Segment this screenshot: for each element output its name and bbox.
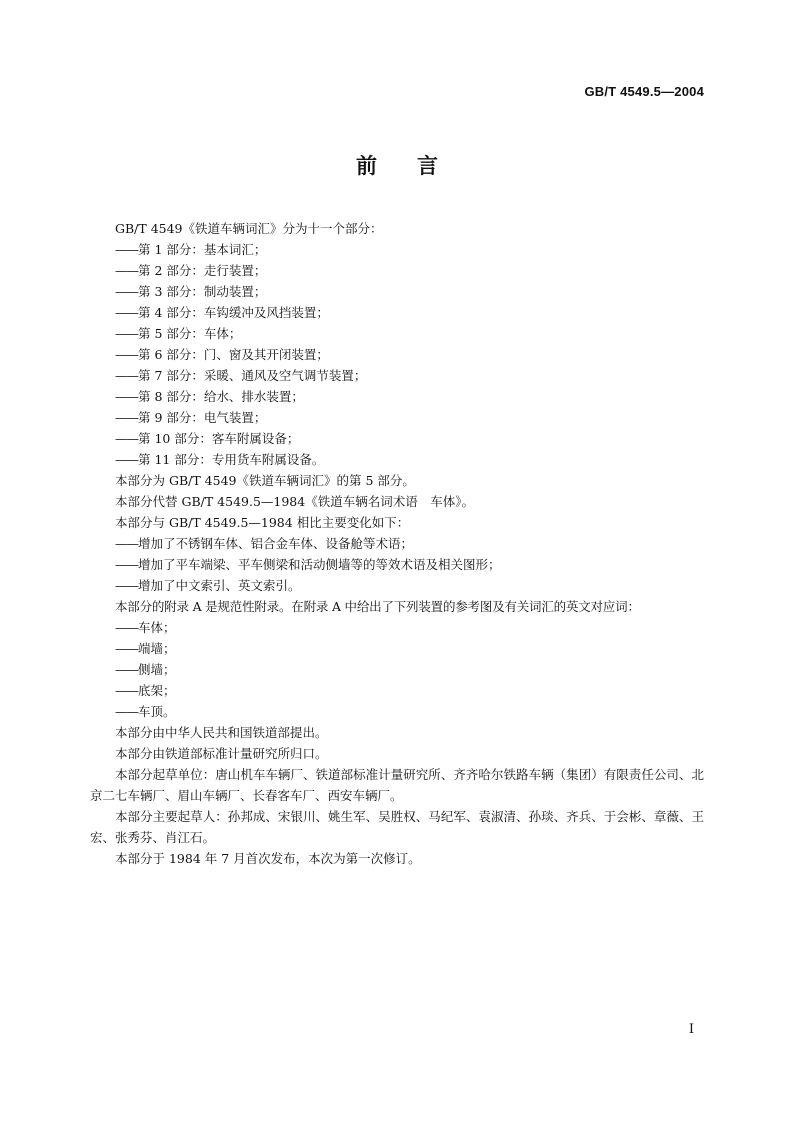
dash-marker: ——: [115, 389, 138, 404]
change-label: 增加了中文索引、英文索引。: [138, 578, 301, 593]
part-label: 第 1 部分：基本词汇；: [138, 242, 267, 257]
dash-marker: ——: [115, 368, 138, 383]
dash-marker: ——: [115, 347, 138, 362]
annex-item-label: 端墙；: [138, 641, 176, 656]
part-label: 第 11 部分：专用货车附属设备。: [138, 452, 325, 467]
dash-marker: ——: [115, 410, 138, 425]
part-label: 第 10 部分：客车附属设备；: [138, 431, 300, 446]
list-item: [90, 554, 704, 575]
list-item: [90, 302, 704, 323]
dash-marker: ——: [115, 704, 138, 719]
list-item: [90, 449, 704, 470]
drafting-units: 本部分起草单位：唐山机车车辆厂、铁道部标准计量研究所、齐齐哈尔铁路车辆（集团）有限责任公司、北京二七车辆厂、眉山车辆厂、长春客车厂、西安车辆厂。: [90, 767, 704, 803]
standard-code: GB/T 4549.5—2004: [584, 84, 704, 99]
annex-item-label: 车顶。: [138, 704, 176, 719]
change-label: 增加了不锈钢车体、铝合金车体、设备舱等术语；: [138, 536, 414, 551]
part-label: 第 8 部分：给水、排水装置；: [138, 389, 304, 404]
part-label: 第 3 部分：制动装置；: [138, 284, 267, 299]
dash-marker: ——: [115, 536, 138, 551]
list-item: [90, 386, 704, 407]
list-item: [90, 638, 704, 659]
part-label: 第 9 部分：电气装置；: [138, 410, 267, 425]
part-label: 第 6 部分：门、窗及其开闭装置；: [138, 347, 329, 362]
list-item: [90, 701, 704, 722]
list-item: [90, 407, 704, 428]
page-title: 前言: [356, 154, 478, 178]
annex-list: [90, 617, 704, 722]
changes-list: [90, 533, 704, 596]
part-statement: 本部分为 GB/T 4549《铁道车辆词汇》的第 5 部分。: [115, 473, 415, 488]
part-label: 第 2 部分：走行装置；: [138, 263, 267, 278]
list-item: [90, 239, 704, 260]
dash-marker: ——: [115, 683, 138, 698]
change-label: 增加了平车端梁、平车侧梁和活动侧墙等的等效术语及相关图形；: [138, 557, 501, 572]
list-item: [90, 533, 704, 554]
list-item: [90, 281, 704, 302]
intro-paragraph: GB/T 4549《铁道车辆词汇》分为十一个部分：: [115, 221, 383, 236]
list-item: [90, 680, 704, 701]
dash-marker: ——: [115, 452, 138, 467]
list-item: [90, 365, 704, 386]
managed-by: 本部分由铁道部标准计量研究所归口。: [115, 746, 328, 761]
dash-marker: ——: [115, 305, 138, 320]
dash-marker: ——: [115, 641, 138, 656]
dash-marker: ——: [115, 557, 138, 572]
annex-item-label: 侧墙；: [138, 662, 176, 677]
part-label: 第 4 部分：车钩缓冲及风挡装置；: [138, 305, 329, 320]
list-item: [90, 575, 704, 596]
annex-item-label: 底架；: [138, 683, 176, 698]
dash-marker: ——: [115, 242, 138, 257]
dash-marker: ——: [115, 662, 138, 677]
dash-marker: ——: [115, 578, 138, 593]
dash-marker: ——: [115, 326, 138, 341]
list-item: [90, 344, 704, 365]
list-item: [90, 659, 704, 680]
release-history: 本部分于 1984 年 7 月首次发布，本次为第一次修订。: [115, 851, 421, 866]
dash-marker: ——: [115, 263, 138, 278]
replaces-statement: 本部分代替 GB/T 4549.5—1984《铁道车辆名词术语 车体》。: [115, 494, 474, 509]
list-item: [90, 428, 704, 449]
page-number: I: [688, 1022, 694, 1037]
dash-marker: ——: [115, 431, 138, 446]
part-label: 第 7 部分：采暖、通风及空气调节装置；: [138, 368, 367, 383]
dash-marker: ——: [115, 620, 138, 635]
changes-intro: 本部分与 GB/T 4549.5—1984 相比主要变化如下：: [115, 515, 410, 530]
list-item: [90, 617, 704, 638]
list-item: [90, 323, 704, 344]
parts-list: [90, 239, 704, 470]
list-item: [90, 260, 704, 281]
dash-marker: ——: [115, 284, 138, 299]
annex-item-label: 车体；: [138, 620, 176, 635]
foreword-body: [90, 218, 704, 869]
annex-intro: 本部分的附录 A 是规范性附录。在附录 A 中给出了下列装置的参考图及有关词汇的英文对应词：: [115, 599, 640, 614]
proposed-by: 本部分由中华人民共和国铁道部提出。: [115, 725, 328, 740]
part-label: 第 5 部分：车体；: [138, 326, 242, 341]
drafters: 本部分主要起草人：孙邦成、宋银川、姚生军、吴胜权、马纪军、袁淑清、孙琰、齐兵、于会彬、章薇、王宏、张秀芬、肖江石。: [90, 809, 704, 845]
